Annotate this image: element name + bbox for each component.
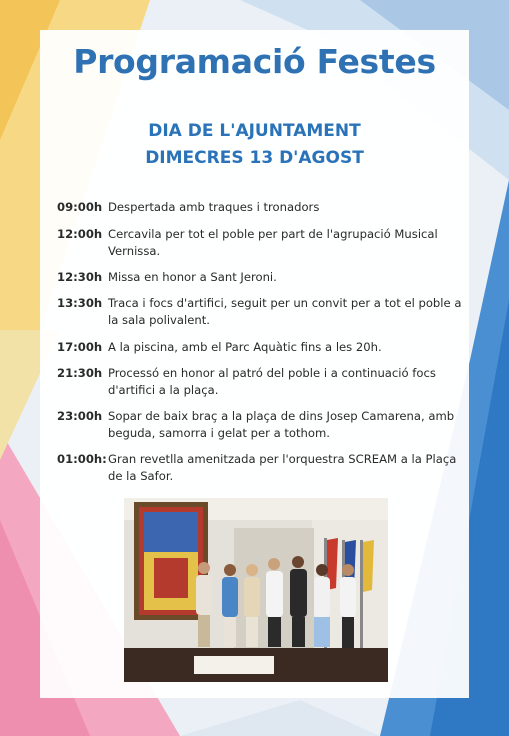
schedule-item — [57, 408, 467, 442]
event-description: Gran revetlla amenitzada per l'orquestra SCREAM a la Plaça de la Safor. — [108, 452, 457, 483]
schedule-item — [57, 269, 467, 286]
event-description: Missa en honor a Sant Jeroni. — [108, 270, 277, 284]
event-description: Traca i focs d'artifici, seguit per un convit per a tot el poble a la sala polivalent. — [108, 296, 462, 327]
event-time: 12:00h — [57, 227, 103, 241]
poster-title: Programació Festes — [73, 42, 436, 81]
day-title: DIA DE L'AJUNTAMENT — [148, 121, 361, 141]
schedule-item — [57, 199, 467, 216]
schedule-item — [57, 451, 467, 485]
schedule-item — [57, 365, 467, 399]
schedule-item — [57, 226, 467, 260]
date-title: DIMECRES 13 D'AGOST — [145, 148, 364, 168]
event-time: 17:00h — [57, 340, 103, 354]
schedule-item — [57, 339, 467, 356]
event-time: 12:30h — [57, 270, 103, 284]
event-description: Cercavila per tot el poble per part de l'agrupació Musical Vernissa. — [108, 227, 438, 258]
event-description: Despertada amb traques i tronadors — [108, 200, 320, 214]
event-time: 13:30h — [57, 296, 103, 310]
schedule-item — [57, 295, 467, 329]
event-time: 01:00h: — [57, 452, 107, 466]
event-time: 23:00h — [57, 409, 103, 423]
event-description: A la piscina, amb el Parc Aquàtic fins a les 20h. — [108, 340, 382, 354]
group-photo-image — [124, 498, 388, 682]
event-time: 09:00h — [57, 200, 103, 214]
event-description: Sopar de baix braç a la plaça de dins Josep Camarena, amb beguda, samorra i gelat per a tothom. — [108, 409, 455, 440]
event-time: 21:30h — [57, 366, 103, 380]
event-description: Processó en honor al patró del poble i a continuació focs d'artifici a la plaça. — [108, 366, 436, 397]
